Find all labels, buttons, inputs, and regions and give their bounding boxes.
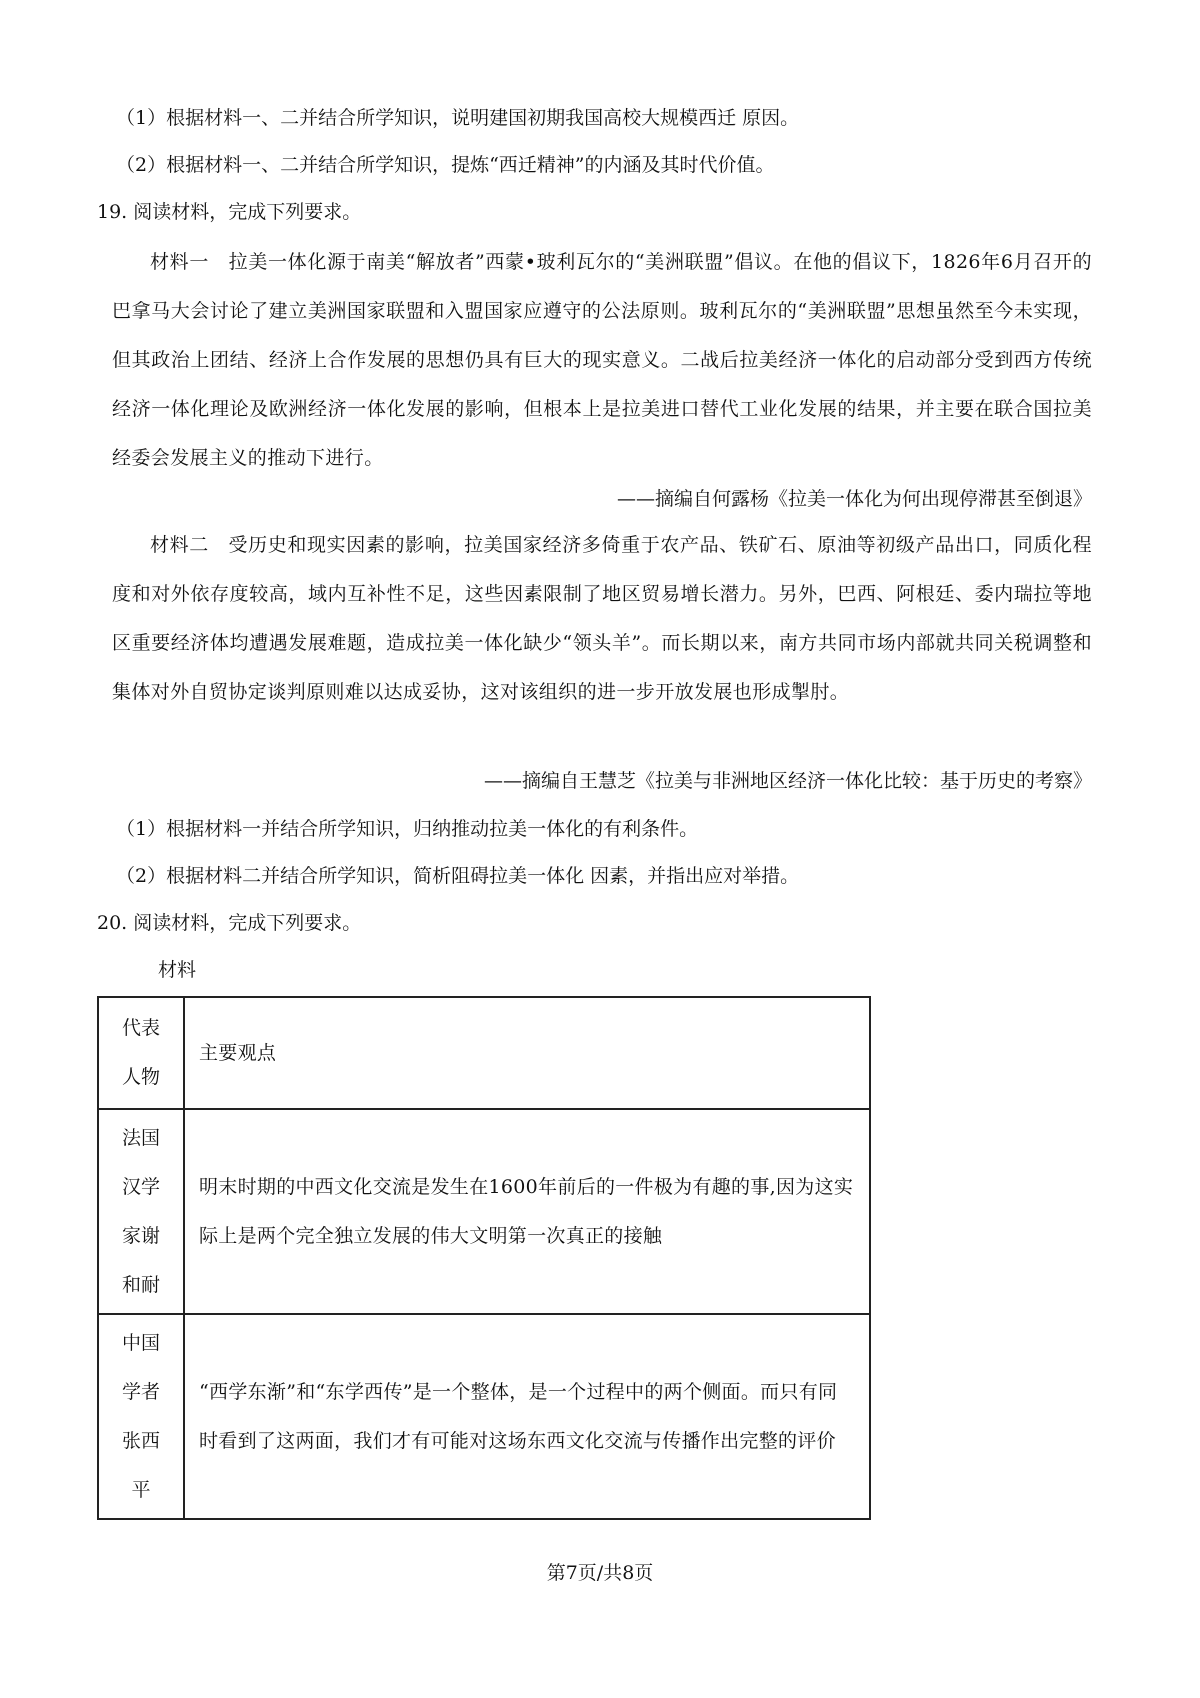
q19-material-2: 材料二 受历史和现实因素的影响，拉美国家经济多倚重于农产品、铁矿石、原油等初级产品出口，同质化程度和对外依存度较高，域内互补性不足，这些因素限制了地区贸易增长潜力。另外，巴西、阿根廷、委内瑞拉等地区重要经济体均遭遇发展难题，造成拉美一体化缺少“领头羊”。而长期以来，南方共同市场内部就共同关税调整和集体对外自贸协定谈判原则难以达成妥协，这对该组织的进一步开放发展也形成掣肘。 <box>112 534 1092 703</box>
table-row <box>98 1109 870 1314</box>
q19-heading: 19. 阅读材料，完成下列要求。 <box>97 201 362 223</box>
row-1-who: 法国汉学家谢和耐 <box>98 1109 184 1314</box>
page-number: 第7页/共8页 <box>546 1562 654 1584</box>
q18-subquestion-2: （2）根据材料一、二并结合所学知识，提炼“西迁精神”的内涵及其时代价值。 <box>116 154 775 176</box>
q18-subquestion-1: （1）根据材料一、二并结合所学知识，说明建国初期我国高校大规模西迁 原因。 <box>116 107 800 129</box>
q19-source-2: ——摘编自王慧芝《拉美与非洲地区经济一体化比较：基于历史的考察》 <box>483 770 1092 792</box>
q20-heading: 20. 阅读材料，完成下列要求。 <box>97 912 362 934</box>
q20-material-label: 材料 <box>158 959 197 981</box>
table-row <box>98 1314 870 1519</box>
header-who: 代表人物 <box>98 997 184 1109</box>
table-header-row <box>98 997 870 1109</box>
header-view: 主要观点 <box>184 997 870 1109</box>
q19-subquestion-1: （1）根据材料一并结合所学知识，归纳推动拉美一体化的有利条件。 <box>116 818 699 840</box>
row-2-view: “西学东渐”和“东学西传”是一个整体，是一个过程中的两个侧面。而只有同时看到了这两面，我们才有可能对这场东西文化交流与传播作出完整的评价 <box>184 1314 870 1519</box>
q20-material-table <box>97 996 871 1520</box>
q19-source-1: ——摘编自何露杨《拉美一体化为何出现停滞甚至倒退》 <box>616 488 1092 510</box>
row-1-view: 明末时期的中西文化交流是发生在1600年前后的一件极为有趣的事,因为这实际上是两个完全独立发展的伟大文明第一次真正的接触 <box>184 1109 870 1314</box>
q19-subquestion-2: （2）根据材料二并结合所学知识，简析阻碍拉美一体化 因素，并指出应对举措。 <box>116 865 800 887</box>
q19-material-1: 材料一 拉美一体化源于南美“解放者”西蒙•玻利瓦尔的“美洲联盟”倡议。在他的倡议下，1826年6月召开的巴拿马大会讨论了建立美洲国家联盟和入盟国家应遵守的公法原则。玻利瓦尔的“美洲联盟”思想虽然至今未实现，但其政治上团结、经济上合作发展的思想仍具有巨大的现实意义。二战后拉美经济一体化的启动部分受到西方传统经济一体化理论及欧洲经济一体化发展的影响，但根本上是拉美进口替代工业化发展的结果，并主要在联合国拉美经委会发展主义的推动下进行。 <box>112 251 1092 469</box>
row-2-who: 中国学者张西平 <box>98 1314 184 1519</box>
